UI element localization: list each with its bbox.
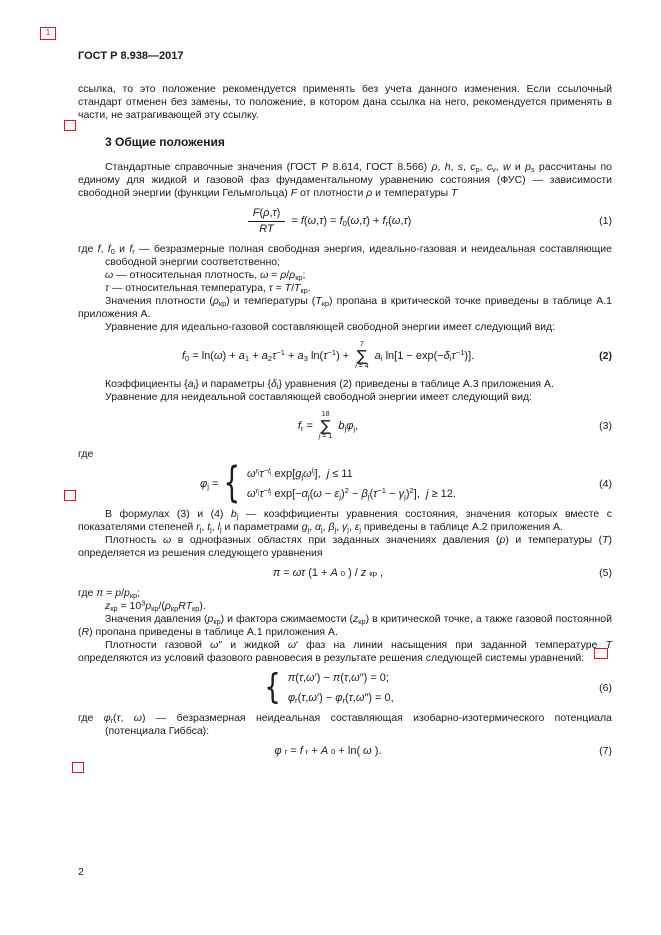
case-row-2: $\omega^{r_j}\tau^{-t_j}$ $\exp[-\alpha_j(\omega - \varepsilon_j)^2 - \beta_j(\tau^{-1} - \gamma_j)^2]$, j ≥ 12. — [247, 486, 456, 501]
equation-6-number: (6) — [599, 682, 612, 694]
paragraph-coefficients-a: Коэффициенты $\{a_i\}$ и параметры $\{\delta_i\}$ уравнения (2) приведены в таблице А.3 приложения А. — [105, 378, 554, 391]
fraction-denominator: RT — [259, 223, 274, 235]
where-clause-eq5: где $\pi = p/p_{кр}$; — [78, 587, 141, 600]
equation-1-rhs: = $f(\omega,\tau) = f_0(\omega,\tau) + f_r(\omega,\tau)$ — [291, 215, 412, 228]
equation-4-lhs: $\varphi_j$ = — [200, 478, 219, 491]
equation-3-body — [78, 411, 578, 441]
paragraph-density-single-phase: Плотность ω в однофазных областях при заданных значениях давления (p) и температуры (T) определяется из решения следующего уравнения — [78, 534, 613, 559]
equation-5-number: (5) — [599, 567, 612, 579]
annotation-marker — [64, 120, 76, 131]
equation-1-body — [78, 207, 578, 236]
equation-2-pre: $f_0 = \ln(\omega) + a_1 + a_2\tau^{-1} + a_3$ $\ln(\tau^{-1})$ + — [181, 347, 350, 363]
equation-6 — [78, 667, 612, 709]
page-content — [78, 50, 612, 765]
where-clause-eq6: где $\varphi_r(\tau$, ω) — безразмерная неидеальная составляющая изобарно-изотермического потенциала (потенциала Гиббса): — [78, 712, 612, 737]
paragraph-coefficients-b: В формулах (3) и (4) $b_j$ — коэффициенты уравнения состояния, значения которых вместе с показателями степеней $r_j$, $t_j$, $l_j$ и параметрами $g_j$, $\alpha_j$, $\beta_j$, $\gamma_j$, $\varepsilon_j$ приведены в таблице А.2 приложения А. — [78, 508, 613, 534]
equation-4-number: (4) — [599, 478, 612, 490]
equation-2-post: $a_i$ $\ln[1 - \exp(-\delta_i\tau^{-1})]$. — [374, 347, 475, 363]
equation-4-body — [78, 459, 578, 508]
definition-z-critical: $z_{кр} = 10^3p_{кр}/(\rho_{кр}RT_{кр})$. — [105, 598, 206, 613]
piecewise-cases — [247, 468, 456, 501]
curly-brace-icon: { — [264, 667, 281, 709]
equation-2-body — [78, 341, 578, 371]
equation-7 — [78, 745, 612, 758]
page-number: 2 — [78, 866, 84, 878]
equation-7-number: (7) — [599, 745, 612, 757]
sigma-icon: ∑ — [320, 417, 331, 435]
annotation-marker — [72, 762, 84, 773]
paragraph-saturation-line: Плотности газовой ω″ и жидкой ω′ фаз на линии насыщения при заданной температуре T определяются из условий фазового равновесия в результате решения следующей системы уравнений: — [78, 639, 612, 664]
paragraph-critical-point: Значения плотности $(\rho_{кр})$ и температуры $(T_{кр})$ пропана в критической точке приведены в таблице А.1 приложения А. — [78, 295, 613, 320]
equation-2-number: (2) — [599, 349, 612, 362]
sum-upper-limit: 18 — [321, 411, 330, 418]
equation-1-number: (1) — [599, 215, 612, 227]
equation-system — [288, 672, 394, 705]
paragraph-ideal-gas-intro: Уравнение для идеально-газовой составляющей свободной энергии имеет следующий вид: — [105, 321, 556, 333]
equation-5 — [78, 567, 612, 580]
system-row-2: $\varphi_r(\tau,\omega') - \varphi_r(\tau,\omega'') = 0$, — [287, 692, 394, 705]
equation-3-number: (3) — [599, 419, 612, 432]
definition-omega: ω — относительная плотность, $\omega = \rho/\rho_{кр}$; — [105, 269, 306, 282]
sum-upper-limit: 7 — [360, 341, 364, 348]
paragraph-nonideal-intro: Уравнение для неидеальной составляющей свободной энергии имеет следующий вид: — [105, 391, 533, 403]
sum-operator — [355, 341, 368, 371]
equation-3 — [78, 411, 612, 441]
document-number-header: ГОСТ Р 8.938—2017 — [78, 50, 184, 62]
sum-lower-limit: j = 1 — [318, 433, 333, 440]
equation-7-body: φ r = f r + A 0 + ln( ω ). — [274, 745, 382, 757]
paragraph-standard-values: Стандартные справочные значения (ГОСТ Р 8.614, ГОСТ 8.566) ρ, h, s, $c_р$, $c_v$, w и $p_s$ рассчитаны по единому для жидкой и газовой фаз фундаментальному уравнению состояния (ФУС) — зависимости свободной энергии (функции Гельмгольца) F от плотности ρ и температуры T — [78, 161, 613, 199]
sum-operator — [319, 411, 332, 441]
where-label: где — [78, 448, 94, 460]
paragraph-pressure-values: Значения давления $(p_{кр})$ и фактора сжимаемости $(z_{кр})$ в критической точке, а также газовой постоянной (R) пропана приведены в таблице А.1 приложения А. — [78, 613, 612, 638]
annotation-marker: 1 — [40, 27, 56, 40]
equation-1 — [78, 207, 612, 236]
case-row-1: $\omega^{r_j}\tau^{-t_j}$ $\exp[g_j\omega^{l_j}]$, j ≤ 11 — [247, 466, 353, 481]
equation-3-pre: $f_r$ = — [297, 419, 313, 433]
equation-5-body: π = ωτ (1 + A 0 ) / z кр , — [272, 567, 384, 579]
sigma-icon: ∑ — [356, 347, 367, 365]
fraction-numerator: F(ρ,τ) — [248, 207, 286, 222]
fraction — [248, 207, 286, 236]
definition-tau: τ — относительная температура, $\tau = T/T_{кр}$. — [105, 282, 311, 295]
equation-4 — [78, 459, 612, 508]
equation-3-post: $b_j\varphi_j$, — [338, 419, 359, 433]
equation-6-body — [78, 667, 578, 709]
curly-brace-icon: { — [223, 459, 241, 508]
where-clause-eq1: где f, $f_0$ и $f_r$ — безразмерные полная свободная энергия, идеально-газовая и неидеальная составляющие свободной энергии соответственно; — [78, 243, 612, 268]
system-row-1: π(τ,ω′) − π(τ,ω″) = 0; — [287, 672, 389, 684]
intro-paragraph: ссылка, то это положение рекомендуется применять без учета данного изменения. Если ссылочный стандарт отменен без замены, то положение, в котором дана ссылка на него, рекомендуется применять в части, не затрагивающей эту ссылку. — [78, 83, 612, 121]
annotation-marker — [64, 490, 76, 501]
sum-lower-limit: i = 4 — [355, 363, 369, 370]
section-heading: 3 Общие положения — [105, 135, 225, 149]
annotation-marker — [594, 648, 608, 659]
equation-2 — [78, 341, 612, 371]
